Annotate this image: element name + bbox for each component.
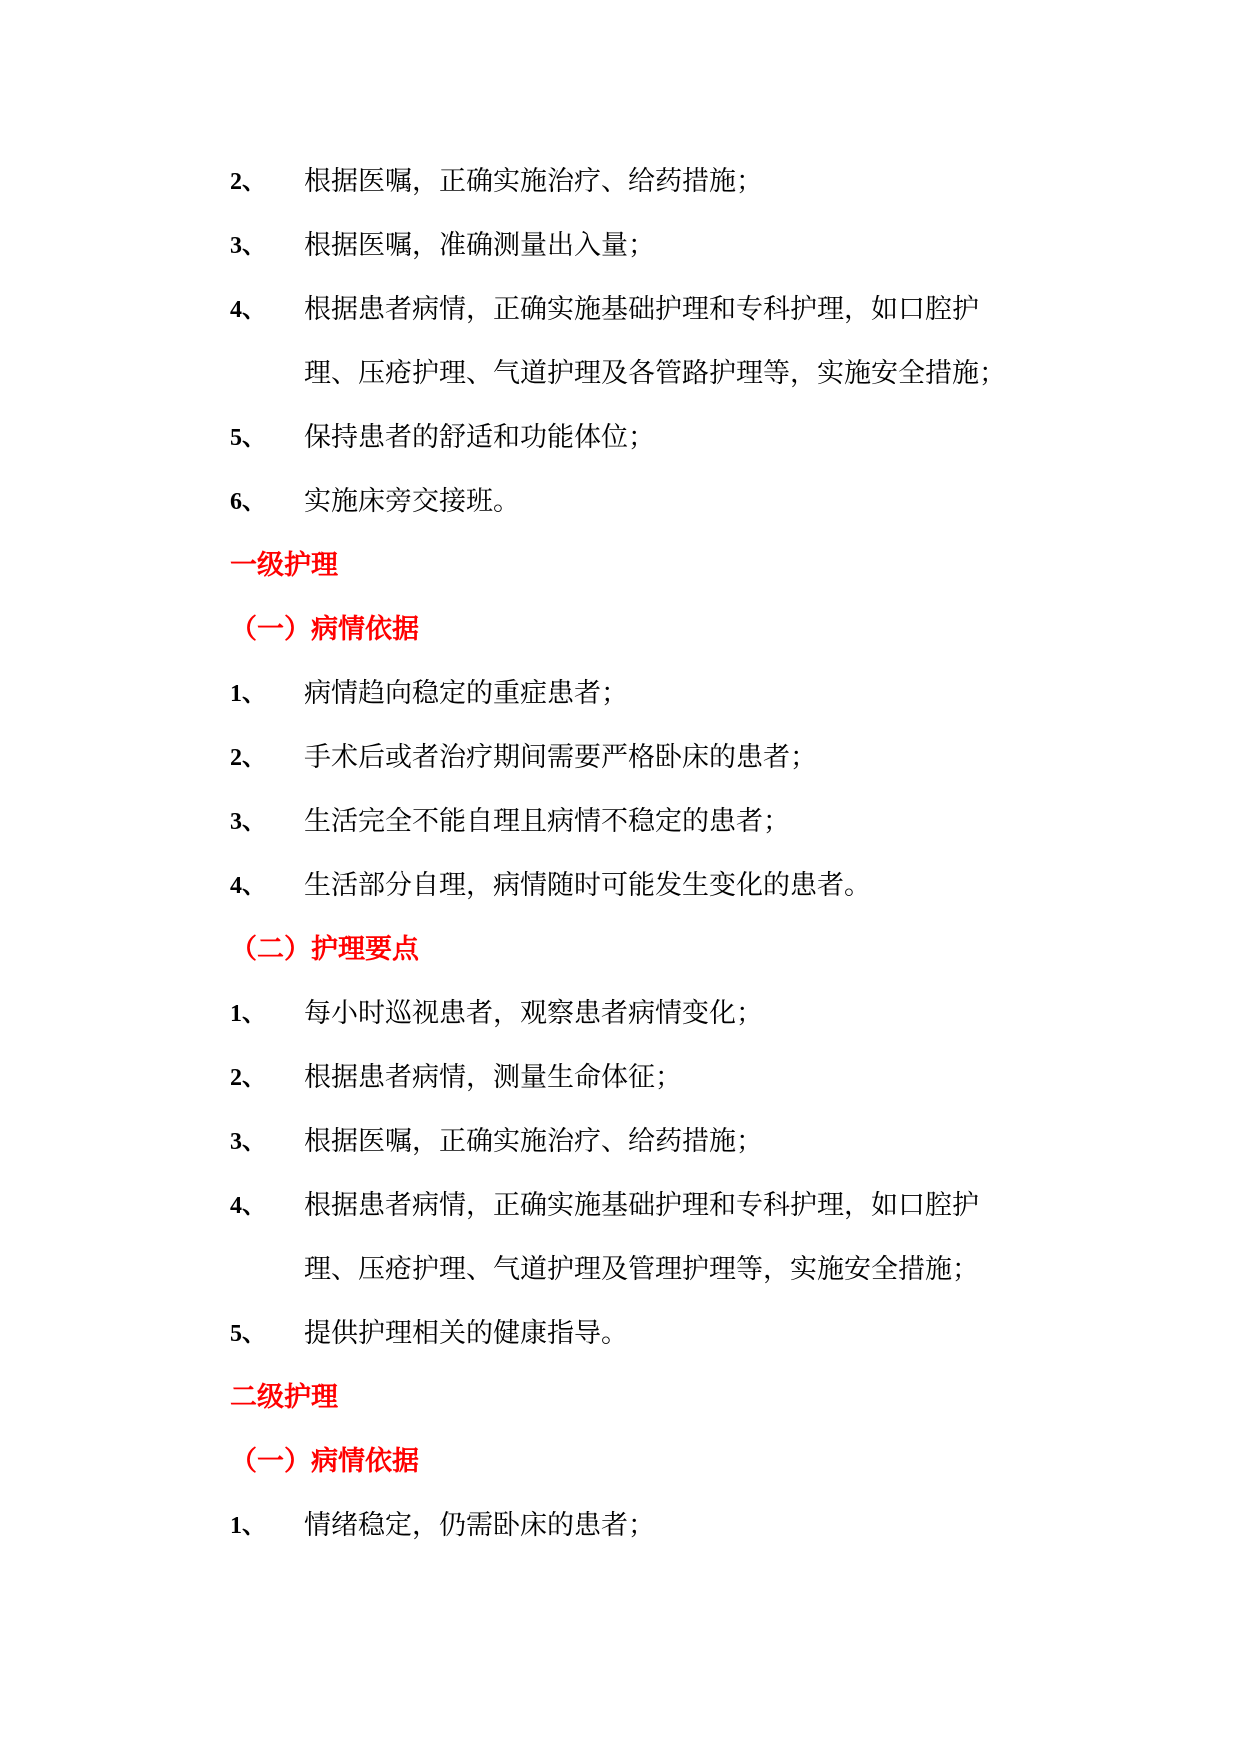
item-text: 根据医嘱，准确测量出入量；: [304, 230, 655, 261]
item-number: 5、: [230, 425, 266, 451]
item-number: 2、: [230, 745, 266, 771]
item-number: 4、: [230, 873, 266, 899]
item-number: 4、: [230, 297, 266, 323]
level1-title: 一级护理: [230, 550, 338, 581]
item-text: 手术后或者治疗期间需要严格卧床的患者；: [304, 742, 817, 773]
item-number: 4、: [230, 1193, 266, 1219]
item-number: 1、: [230, 1001, 266, 1027]
item-text: 提供护理相关的健康指导。: [304, 1318, 628, 1349]
item-number: 3、: [230, 1129, 266, 1155]
item-text: 根据医嘱，正确实施治疗、给药措施；: [304, 1126, 763, 1157]
level2-basis-title: （一）病情依据: [230, 1446, 419, 1477]
item-number: 1、: [230, 1513, 266, 1539]
item-text: 实施床旁交接班。: [304, 486, 520, 517]
item-text: 病情趋向稳定的重症患者；: [304, 678, 628, 709]
level2-title: 二级护理: [230, 1382, 338, 1413]
level1-basis-title: （一）病情依据: [230, 614, 419, 645]
item-text: 根据患者病情，正确实施基础护理和专科护理，如口腔护: [304, 294, 979, 325]
item-number: 1、: [230, 681, 266, 707]
item-text: 生活完全不能自理且病情不稳定的患者；: [304, 806, 790, 837]
item-text-continuation: 理、压疮护理、气道护理及管理护理等，实施安全措施；: [304, 1254, 979, 1285]
level1-points-title: （二）护理要点: [230, 934, 419, 965]
item-text: 保持患者的舒适和功能体位；: [304, 422, 655, 453]
item-number: 5、: [230, 1321, 266, 1347]
item-text: 根据医嘱，正确实施治疗、给药措施；: [304, 166, 763, 197]
item-number: 2、: [230, 1065, 266, 1091]
item-number: 3、: [230, 233, 266, 259]
item-number: 6、: [230, 489, 266, 515]
item-text: 根据患者病情，测量生命体征；: [304, 1062, 682, 1093]
item-text: 情绪稳定，仍需卧床的患者；: [304, 1510, 655, 1541]
item-text: 根据患者病情，正确实施基础护理和专科护理，如口腔护: [304, 1190, 979, 1221]
item-text-continuation: 理、压疮护理、气道护理及各管路护理等，实施安全措施；: [304, 358, 1006, 389]
item-text: 生活部分自理，病情随时可能发生变化的患者。: [304, 870, 871, 901]
item-text: 每小时巡视患者，观察患者病情变化；: [304, 998, 763, 1029]
item-number: 2、: [230, 169, 266, 195]
item-number: 3、: [230, 809, 266, 835]
